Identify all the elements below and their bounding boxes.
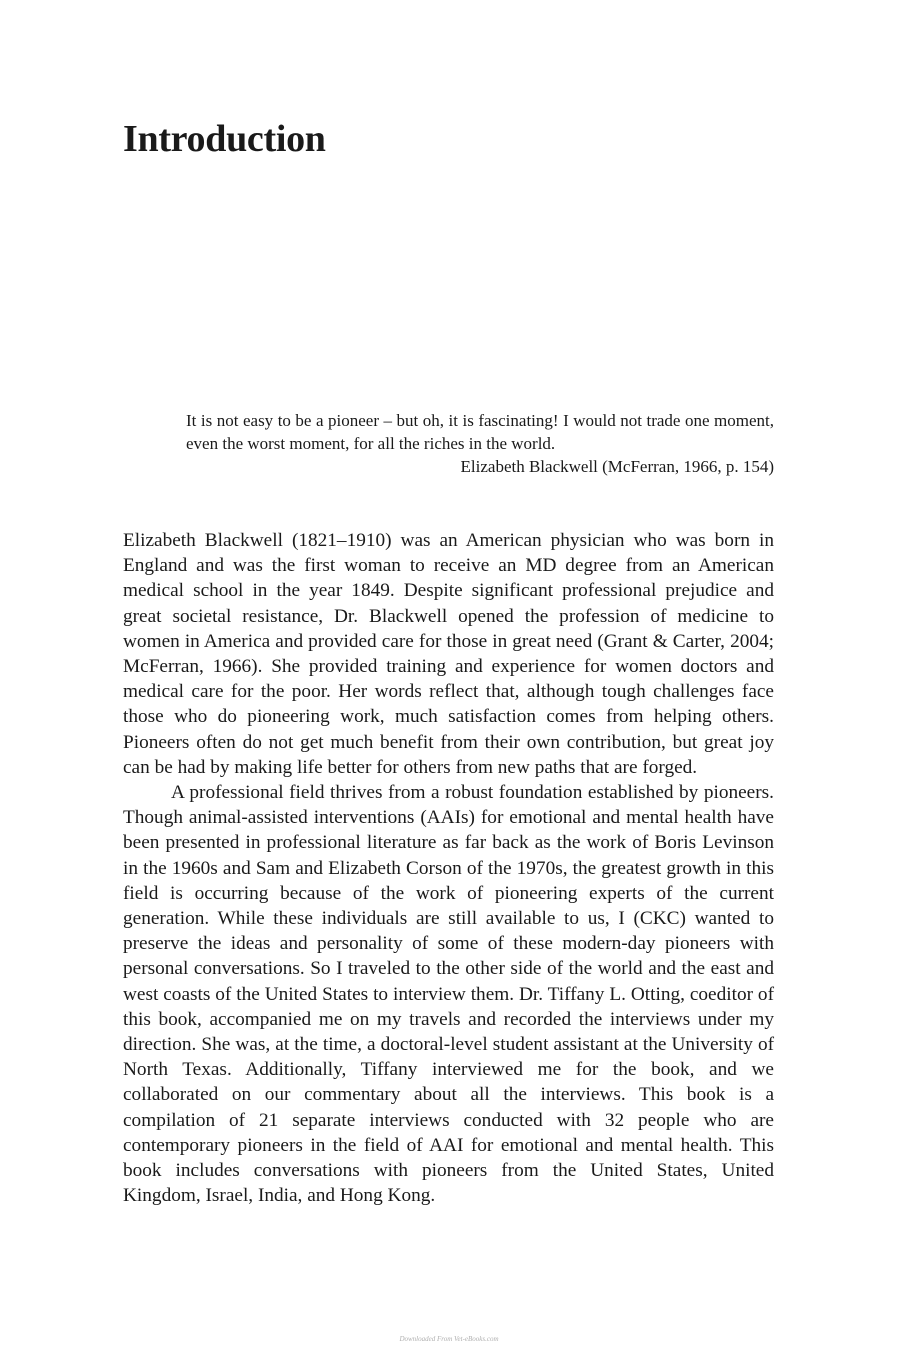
epigraph-attribution: Elizabeth Blackwell (McFerran, 1966, p. 154) [460, 457, 774, 476]
body-paragraph: Elizabeth Blackwell (1821–1910) was an American physician who was born in England and was the first woman to receive an MD degree from an American medical school in the year 1849. Despite significant professional prejudice and great societal resistance, Dr. Blackwell opened the profession of medicine to women in America and provided care for those in great need (Grant & Carter, 2004; McFerran, 1966). She provided training and experience for women doctors and medical care for the poor. Her words reflect that, although tough challenges face those who do pioneering work, much satisfaction comes from helping others. Pioneers often do not get much benefit from their own contribution, but great joy can be had by making life better for others from new paths that are forged. [123, 530, 774, 778]
body-text [123, 528, 774, 1208]
chapter-title: Introduction [123, 118, 326, 160]
download-watermark: Downloaded From Vet-eBooks.com [399, 1335, 499, 1343]
epigraph-quote: It is not easy to be a pioneer – but oh, it is fascinating! I would not trade one moment, even the worst moment, for all the riches in the world. [186, 411, 774, 453]
epigraph [186, 409, 774, 478]
body-paragraph: A professional field thrives from a robust foundation established by pioneers. Though animal-assisted interventions (AAIs) for emotional and mental health have been presented in professional literature as far back as the work of Boris Levinson in the 1960s and Sam and Elizabeth Corson of the 1970s, the greatest growth in this field is occurring because of the work of pioneering experts of the current generation. While these individuals are still available to us, I (CKC) wanted to preserve the ideas and personality of some of these modern-day pioneers with personal conversations. So I traveled to the other side of the world and the east and west coasts of the United States to interview them. Dr. Tiffany L. Otting, coeditor of this book, accompanied me on my travels and recorded the interviews under my direction. She was, at the time, a doctoral-level student assistant at the University of North Texas. Additionally, Tiffany interviewed me for the book, and we collaborated on our commentary about all the interviews. This book is a compilation of 21 separate interviews conducted with 32 people who are contemporary pioneers in the field of AAI for emotional and mental health. This book includes conversations with pioneers from the United States, United Kingdom, Israel, India, and Hong Kong. [123, 782, 774, 1207]
